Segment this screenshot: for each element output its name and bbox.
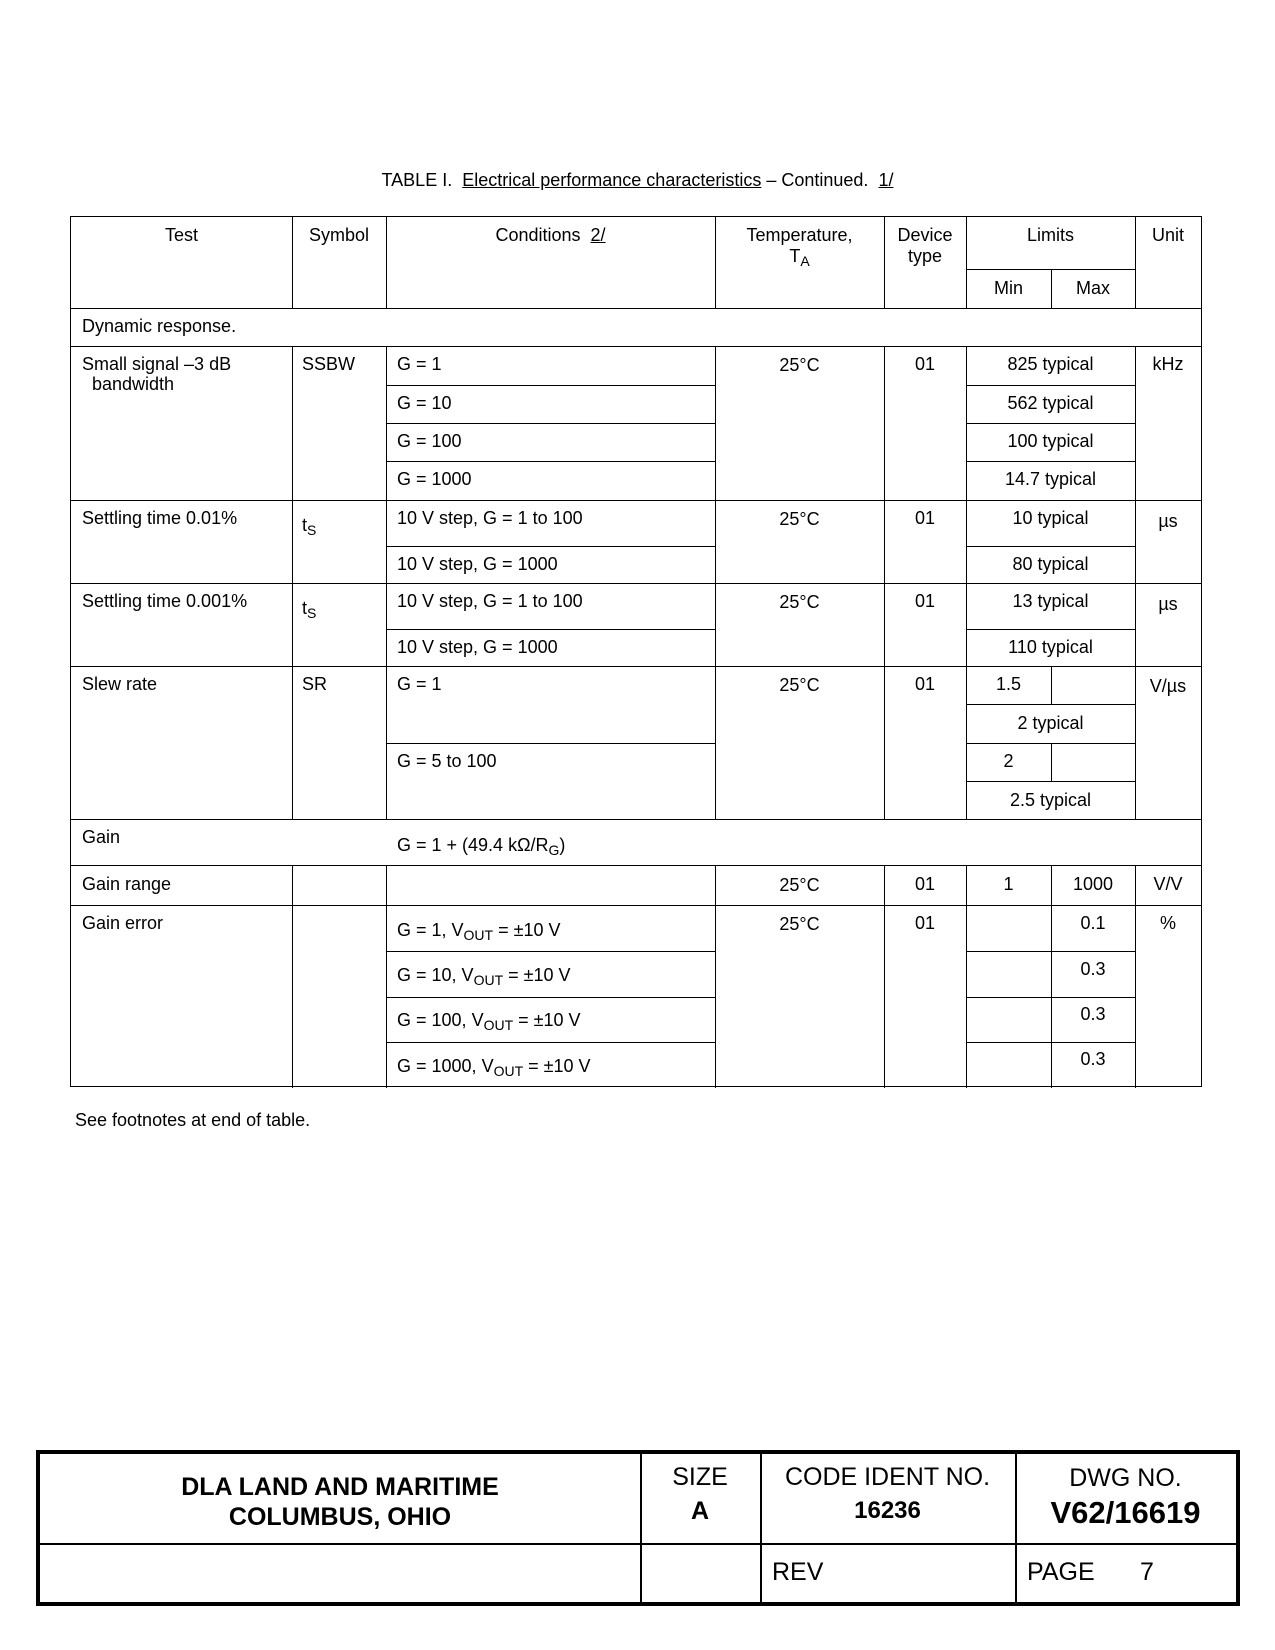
gain-error-cond-4-v: V bbox=[481, 1056, 494, 1076]
gain-error-cond-4-post: = ±10 V bbox=[523, 1056, 591, 1076]
org-line-2: COLUMBUS, OHIO bbox=[228, 1503, 452, 1531]
ssbw-symbol: SSBW bbox=[302, 354, 356, 374]
header-temperature bbox=[715, 225, 884, 267]
gain-error-max-2: 0.3 bbox=[1080, 959, 1106, 979]
gain-range-unit: V/V bbox=[1153, 874, 1183, 894]
gain-error-cond-3-v: V bbox=[471, 1010, 484, 1030]
gain-error-max-1: 0.1 bbox=[1080, 913, 1106, 933]
slew-min-1: 1.5 bbox=[995, 674, 1022, 694]
ssbw-limit-1: 825 typical bbox=[1007, 354, 1094, 374]
gain-error-cond-3-pre: G = 100, bbox=[397, 1010, 472, 1030]
ssbw-cond-3: G = 100 bbox=[397, 431, 462, 451]
settle1-unit: µs bbox=[1158, 511, 1178, 531]
ssbw-device: 01 bbox=[914, 354, 936, 374]
gain-error-cond-1-sub: OUT bbox=[463, 927, 494, 943]
slew-device: 01 bbox=[914, 674, 936, 694]
slew-cond-1: G = 1 bbox=[397, 674, 442, 694]
header-min: Min bbox=[993, 278, 1023, 298]
gain-error-cond-4 bbox=[397, 1056, 591, 1077]
gain-error-cond-4-pre: G = 1000, bbox=[397, 1056, 482, 1076]
settle1-limit-1: 10 typical bbox=[1012, 508, 1089, 528]
gain-error-cond-1 bbox=[397, 920, 561, 941]
slew-cond-2: G = 5 to 100 bbox=[397, 751, 497, 771]
gain-formula-sub: G bbox=[548, 842, 560, 858]
gain-error-cond-2-sub: OUT bbox=[473, 972, 504, 988]
settle1-device: 01 bbox=[914, 508, 936, 528]
gain-error-test: Gain error bbox=[82, 913, 164, 933]
slew-unit: V/µs bbox=[1149, 676, 1187, 696]
header-device-label: Device bbox=[897, 225, 953, 245]
code-ident-value: 16236 bbox=[854, 1497, 921, 1524]
caption-suffix: – Continued. bbox=[766, 170, 869, 190]
gain-range-min: 1 bbox=[1003, 874, 1014, 894]
slew-symbol: SR bbox=[302, 674, 328, 694]
dwg-no-label: DWG NO. bbox=[1069, 1464, 1182, 1492]
temperature-t: T bbox=[789, 246, 801, 266]
gain-formula-post: ) bbox=[559, 835, 566, 855]
size-cell bbox=[640, 1460, 760, 1528]
gain-error-cond-1-pre: G = 1, bbox=[397, 920, 452, 940]
ssbw-test-line1: Small signal –3 dB bbox=[82, 354, 232, 374]
gain-error-cond-2-post: = ±10 V bbox=[503, 965, 571, 985]
table-caption bbox=[0, 170, 1275, 191]
settle2-limit-1: 13 typical bbox=[1012, 591, 1089, 611]
ssbw-test-line2: bandwidth bbox=[92, 374, 175, 394]
footnote: See footnotes at end of table. bbox=[75, 1110, 311, 1130]
page-label: PAGE bbox=[1027, 1558, 1095, 1586]
header-unit: Unit bbox=[1151, 225, 1184, 245]
org-line-1: DLA LAND AND MARITIME bbox=[181, 1473, 499, 1501]
gain-error-temp: 25°C bbox=[779, 914, 820, 934]
gain-range-device: 01 bbox=[914, 874, 936, 894]
code-ident-cell bbox=[760, 1460, 1015, 1528]
size-label: SIZE bbox=[672, 1463, 728, 1491]
header-temperature-symbol bbox=[715, 246, 884, 267]
ssbw-cond-1: G = 1 bbox=[397, 354, 442, 374]
header-type-label: type bbox=[907, 246, 943, 266]
settle2-limit-2: 110 typical bbox=[1008, 637, 1093, 657]
org-name bbox=[40, 1472, 640, 1532]
gain-error-cond-3-sub: OUT bbox=[483, 1017, 514, 1033]
ssbw-limit-3: 100 typical bbox=[1007, 431, 1094, 451]
header-limits: Limits bbox=[1026, 225, 1074, 245]
gain-range-max: 1000 bbox=[1072, 874, 1114, 894]
header-test: Test bbox=[164, 225, 198, 245]
slew-test: Slew rate bbox=[82, 674, 158, 694]
gain-formula-pre: G = 1 + (49.4 kΩ/R bbox=[397, 835, 549, 855]
header-conditions bbox=[386, 225, 715, 246]
header-temperature-label: Temperature, bbox=[746, 225, 853, 245]
caption-note: 1/ bbox=[878, 170, 894, 190]
gain-error-cond-2-pre: G = 10, bbox=[397, 965, 462, 985]
settle2-device: 01 bbox=[914, 591, 936, 611]
ssbw-unit: kHz bbox=[1152, 354, 1184, 374]
gain-range-test: Gain range bbox=[82, 874, 172, 894]
settle1-test: Settling time 0.01% bbox=[82, 508, 238, 528]
caption-prefix: TABLE I. bbox=[381, 170, 453, 190]
caption-title: Electrical performance characteristics bbox=[462, 170, 762, 190]
header-max: Max bbox=[1075, 278, 1110, 298]
ssbw-limit-2: 562 typical bbox=[1007, 393, 1094, 413]
slew-min-2: 2 bbox=[1003, 751, 1014, 771]
gain-error-unit: % bbox=[1159, 913, 1176, 933]
settle2-cond-2: 10 V step, G = 1000 bbox=[397, 637, 558, 657]
settle1-cond-2: 10 V step, G = 1000 bbox=[397, 554, 558, 574]
performance-table bbox=[70, 216, 1202, 1087]
settle2-temp: 25°C bbox=[779, 592, 820, 612]
settle1-cond-1: 10 V step, G = 1 to 100 bbox=[397, 508, 583, 528]
slew-typ-2: 2.5 typical bbox=[1009, 790, 1092, 810]
section-dynamic-response: Dynamic response. bbox=[82, 316, 237, 336]
gain-error-cond-3-post: = ±10 V bbox=[513, 1010, 581, 1030]
code-ident-label: CODE IDENT NO. bbox=[784, 1463, 991, 1491]
header-symbol: Symbol bbox=[308, 225, 370, 245]
settle2-symbol bbox=[302, 598, 316, 619]
section-gain: Gain bbox=[82, 827, 121, 847]
ssbw-cond-2: G = 10 bbox=[397, 393, 452, 413]
settle1-limit-2: 80 typical bbox=[1012, 554, 1089, 574]
gain-error-device: 01 bbox=[914, 913, 936, 933]
dwg-no-value: V62/16619 bbox=[1050, 1495, 1201, 1530]
settle2-test: Settling time 0.001% bbox=[82, 591, 248, 611]
header-conditions-label: Conditions bbox=[495, 225, 581, 245]
gain-error-max-3: 0.3 bbox=[1080, 1004, 1106, 1024]
gain-error-cond-3 bbox=[397, 1010, 581, 1031]
ssbw-limit-4: 14.7 typical bbox=[1004, 469, 1097, 489]
settle1-sub: S bbox=[307, 522, 317, 538]
gain-formula bbox=[397, 835, 565, 856]
header-device-type bbox=[884, 225, 966, 267]
gain-error-cond-1-post: = ±10 V bbox=[493, 920, 561, 940]
size-value: A bbox=[690, 1497, 710, 1525]
title-block bbox=[36, 1450, 1240, 1606]
gain-range-temp: 25°C bbox=[779, 875, 820, 895]
ssbw-cond-4: G = 1000 bbox=[397, 469, 472, 489]
page-value: 7 bbox=[1140, 1558, 1154, 1586]
ssbw-temp: 25°C bbox=[779, 355, 820, 375]
rev-label: REV bbox=[772, 1558, 824, 1586]
settle2-t: t bbox=[302, 598, 308, 618]
settle1-t: t bbox=[302, 515, 308, 535]
gain-error-cond-2-v: V bbox=[461, 965, 474, 985]
settle2-unit: µs bbox=[1158, 594, 1178, 614]
temperature-sub: A bbox=[800, 253, 810, 269]
slew-typ-1: 2 typical bbox=[1017, 713, 1084, 733]
gain-error-cond-2 bbox=[397, 965, 571, 986]
header-conditions-note: 2/ bbox=[590, 225, 606, 245]
settle2-sub: S bbox=[307, 605, 317, 621]
settle1-symbol bbox=[302, 515, 316, 536]
gain-error-cond-1-v: V bbox=[451, 920, 464, 940]
slew-temp: 25°C bbox=[779, 675, 820, 695]
settle1-temp: 25°C bbox=[779, 509, 820, 529]
dwg-no-cell bbox=[1015, 1462, 1236, 1532]
settle2-cond-1: 10 V step, G = 1 to 100 bbox=[397, 591, 583, 611]
gain-error-cond-4-sub: OUT bbox=[493, 1063, 524, 1079]
gain-error-max-4: 0.3 bbox=[1080, 1049, 1106, 1069]
